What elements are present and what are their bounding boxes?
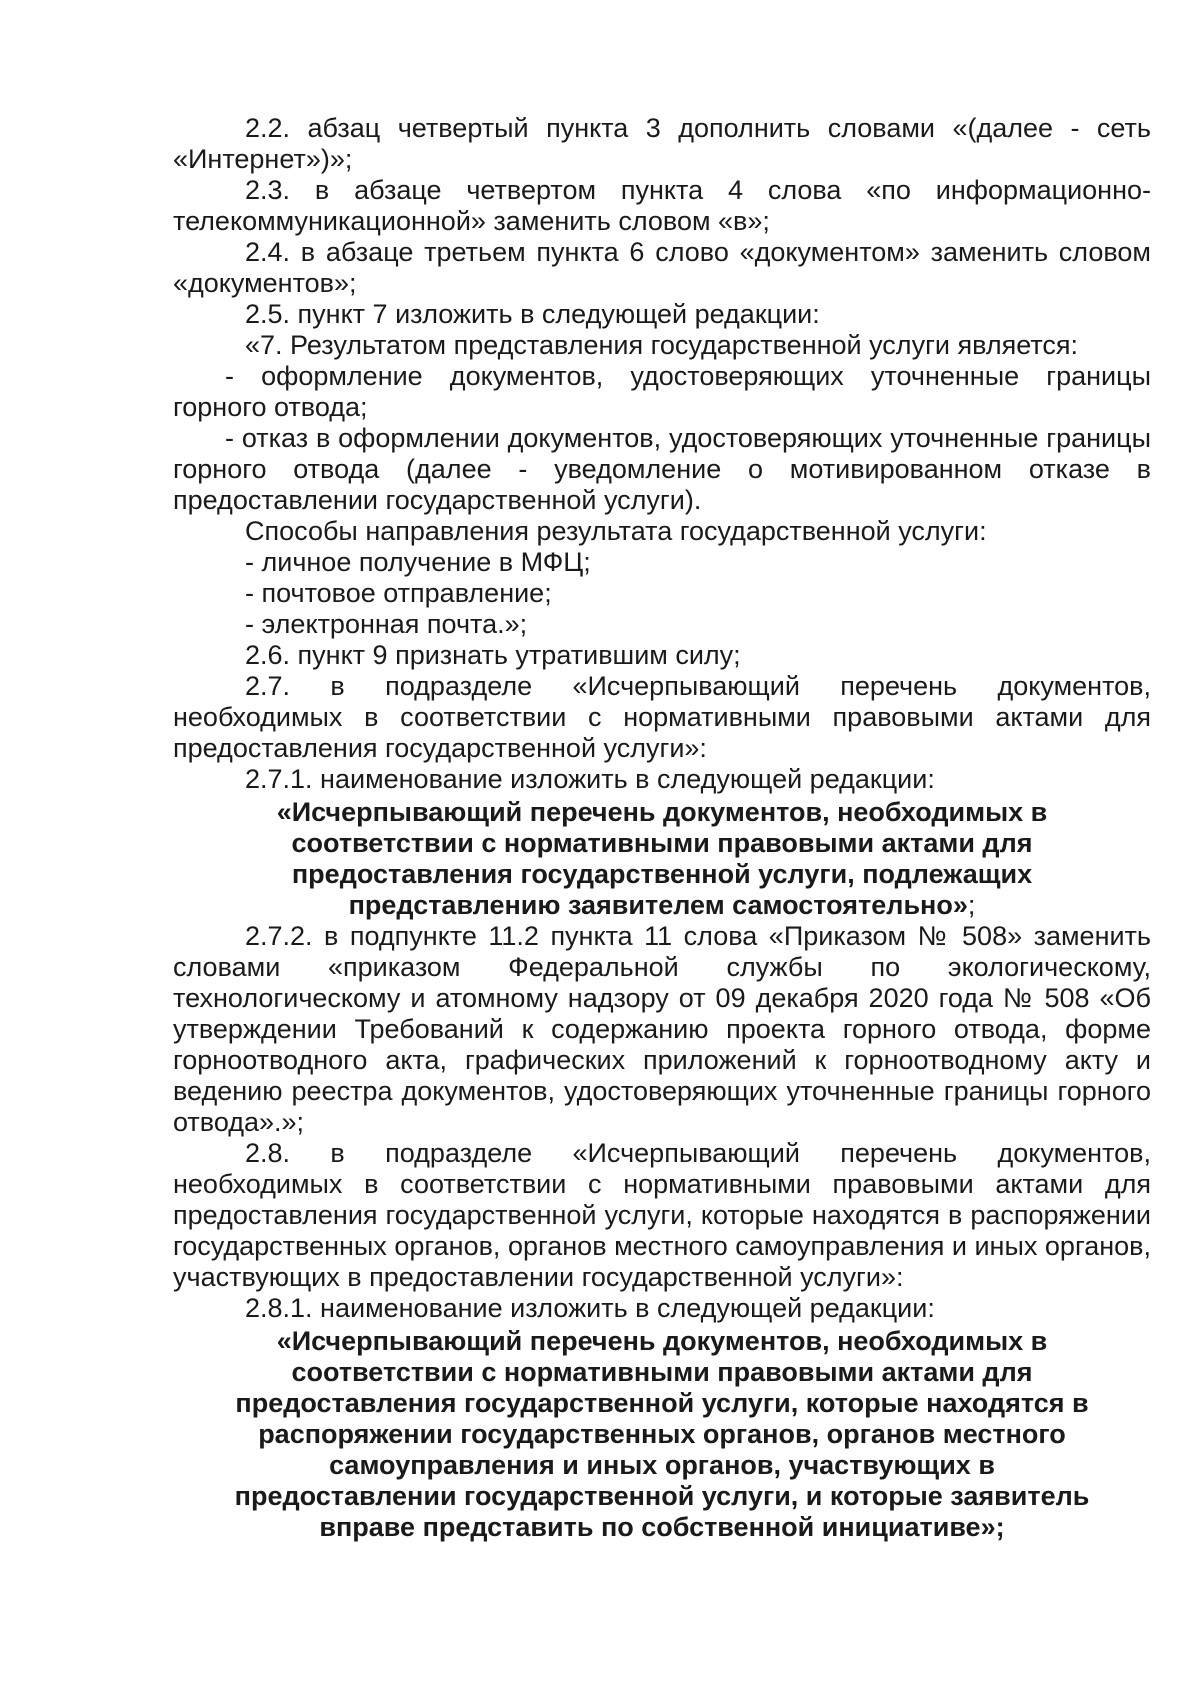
- paragraph-7-methods: Способы направления результата государственной услуги:: [245, 516, 987, 546]
- paragraph-2-3: 2.3. в абзаце четвертом пункта 4 слова «по информационно-телекоммуникационной» заменить словом «в»;: [173, 175, 1151, 236]
- paragraph-7-method-2: - почтовое отправление;: [245, 578, 552, 608]
- paragraph-2-5: 2.5. пункт 7 изложить в следующей редакции:: [245, 299, 820, 329]
- document-page: [173, 113, 1151, 1543]
- section-heading-1-text: «Исчерпывающий перечень документов, необходимых в соответствии с нормативными правовыми актами для предоставления государственной услуги, подлежащих представлению заявителем самостоятельно»: [276, 797, 1048, 920]
- paragraph-7-method-1: - личное получение в МФЦ;: [245, 547, 591, 577]
- paragraph-7-intro: «7. Результатом представления государственной услуги является:: [245, 330, 1079, 360]
- paragraph-2-4: 2.4. в абзаце третьем пункта 6 слово «документом» заменить словом «документов»;: [173, 237, 1151, 298]
- paragraph-2-7-2: 2.7.2. в подпункте 11.2 пункта 11 слова «Приказом № 508» заменить словами «приказом Федеральной службы по экологическому, технологическому и атомному надзору от 09 декабря 2020 года № 508 «Об утверждении Требований к содержанию проекта горного отвода, форме горноотводного акта, графических приложений к горноотводному акту и ведению реестра документов, удостоверяющих уточненные границы горного отвода».»;: [173, 921, 1151, 1137]
- paragraph-7-item-b: - отказ в оформлении документов, удостоверяющих уточненные границы горного отвода (далее - уведомление о мотивированном отказе в предоставлении государственной услуги).: [173, 423, 1151, 515]
- paragraph-2-7-1: 2.7.1. наименование изложить в следующей редакции:: [245, 764, 935, 794]
- paragraph-7-item-a: - оформление документов, удостоверяющих уточненные границы горного отвода;: [173, 361, 1151, 422]
- paragraph-2-8: 2.8. в подразделе «Исчерпывающий перечень документов, необходимых в соответствии с нормативными правовыми актами для предоставления государственной услуги, которые находятся в распоряжении государственных органов, органов местного самоуправления и иных органов, участвующих в предоставлении государственной услуги»:: [173, 1138, 1151, 1292]
- section-heading-2: «Исчерпывающий перечень документов, необходимых в соответствии с нормативными правовыми актами для предоставления государственной услуги, которые находятся в распоряжении государственных органов, органов местного самоуправления и иных органов, участвующих в предоставлении государственной услуги, и которые заявитель вправе представить по собственной инициативе»;: [234, 1326, 1090, 1542]
- paragraph-2-6: 2.6. пункт 9 признать утратившим силу;: [245, 640, 741, 670]
- paragraph-7-method-3: - электронная почта.»;: [245, 609, 528, 639]
- section-heading-1: [173, 797, 1151, 921]
- paragraph-2-8-1: 2.8.1. наименование изложить в следующей редакции:: [245, 1293, 935, 1323]
- section-heading-1-tail: ;: [967, 890, 976, 920]
- paragraph-2-7: 2.7. в подразделе «Исчерпывающий перечень документов, необходимых в соответствии с нормативными правовыми актами для предоставления государственной услуги»:: [173, 671, 1151, 763]
- paragraph-2-2: 2.2. абзац четвертый пункта 3 дополнить словами «(далее - сеть «Интернет»)»;: [173, 113, 1151, 174]
